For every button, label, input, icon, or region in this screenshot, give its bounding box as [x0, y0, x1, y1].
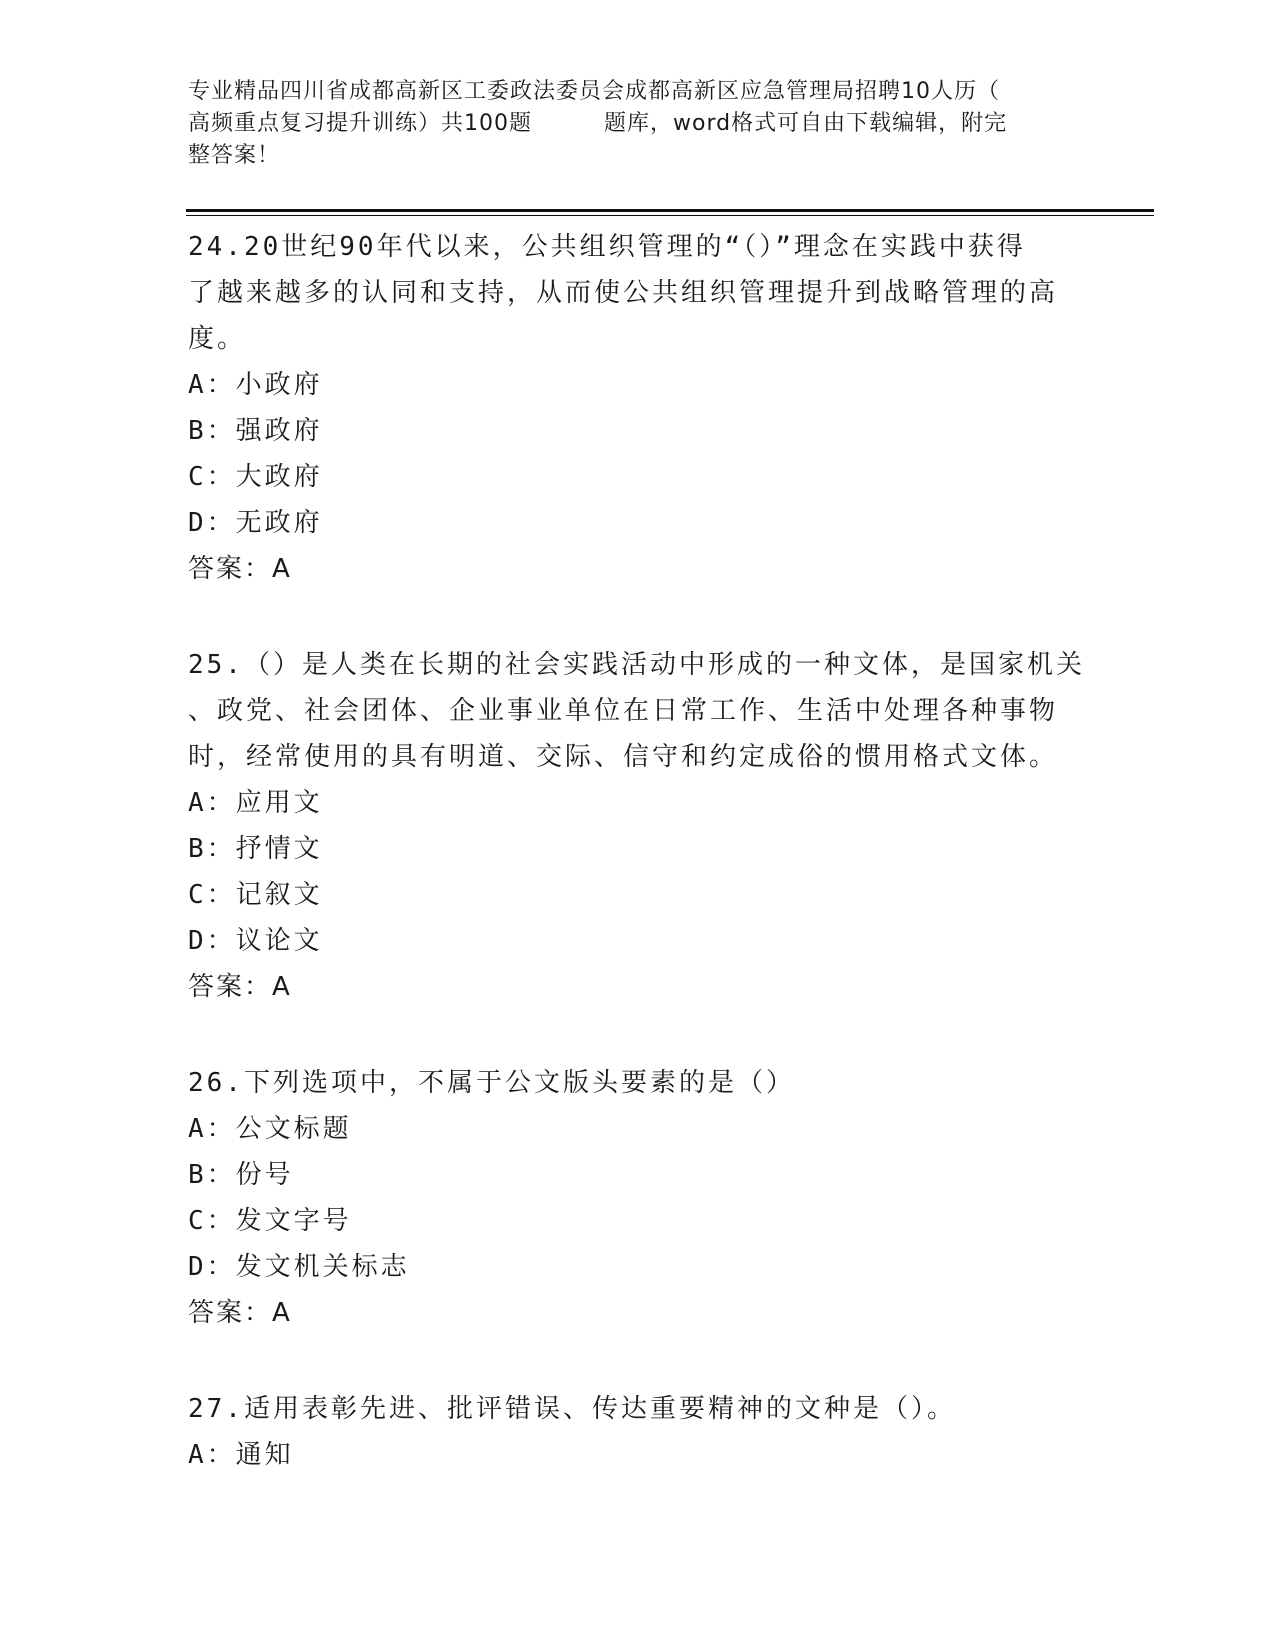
option-d: D：发文机关标志 [188, 1252, 410, 1282]
question-text-line: 度。 [188, 324, 247, 354]
question-24 [188, 224, 1088, 592]
option-b: B：抒情文 [188, 834, 323, 864]
header-line-2 [188, 108, 1068, 140]
option-c: C：发文字号 [188, 1206, 352, 1236]
question-text-line: 27.适用表彰先进、批评错误、传达重要精神的文种是（）。 [188, 1394, 956, 1424]
question-text-line: 26.下列选项中，不属于公文版头要素的是（） [188, 1068, 795, 1098]
question-26 [188, 1060, 1088, 1336]
question-text-line: 25.（）是人类在长期的社会实践活动中形成的一种文体，是国家机关 [188, 650, 1085, 680]
option-c: C：大政府 [188, 462, 323, 492]
question-list [188, 224, 1088, 1528]
option-a: A：通知 [188, 1440, 294, 1470]
answer: 答案：A [188, 1298, 292, 1328]
option-c: C：记叙文 [188, 880, 323, 910]
option-b: B：份号 [188, 1160, 294, 1190]
question-text-line: 时，经常使用的具有明道、交际、信守和约定成俗的惯用格式文体。 [188, 742, 1059, 772]
option-a: A：公文标题 [188, 1114, 352, 1144]
answer: 答案：A [188, 554, 292, 584]
option-b: B：强政府 [188, 416, 323, 446]
question-text-line: 24.20世纪90年代以来，公共组织管理的“（）”理念在实践中获得 [188, 232, 1026, 262]
option-a: A：应用文 [188, 788, 323, 818]
question-text-line: 了越来越多的认同和支持，从而使公共组织管理提升到战略管理的高 [188, 278, 1059, 308]
header-line-3: 整答案！ [188, 143, 281, 168]
document-header [188, 76, 1068, 172]
question-27 [188, 1386, 1088, 1478]
header-divider-thin [186, 215, 1154, 216]
header-line-2a: 高频重点复习提升训练）共100题 [188, 111, 532, 136]
answer: 答案：A [188, 972, 292, 1002]
header-divider-thick [186, 209, 1154, 212]
option-a: A：小政府 [188, 370, 323, 400]
option-d: D：议论文 [188, 926, 323, 956]
option-d: D：无政府 [188, 508, 323, 538]
question-text-line: 、政党、社会团体、企业事业单位在日常工作、生活中处理各种事物 [188, 696, 1059, 726]
header-line-2b: 题库，word格式可自由下载编辑，附完 [604, 111, 1008, 136]
question-25 [188, 642, 1088, 1010]
header-line-1: 专业精品四川省成都高新区工委政法委员会成都高新区应急管理局招聘10人历（ [188, 79, 1000, 104]
